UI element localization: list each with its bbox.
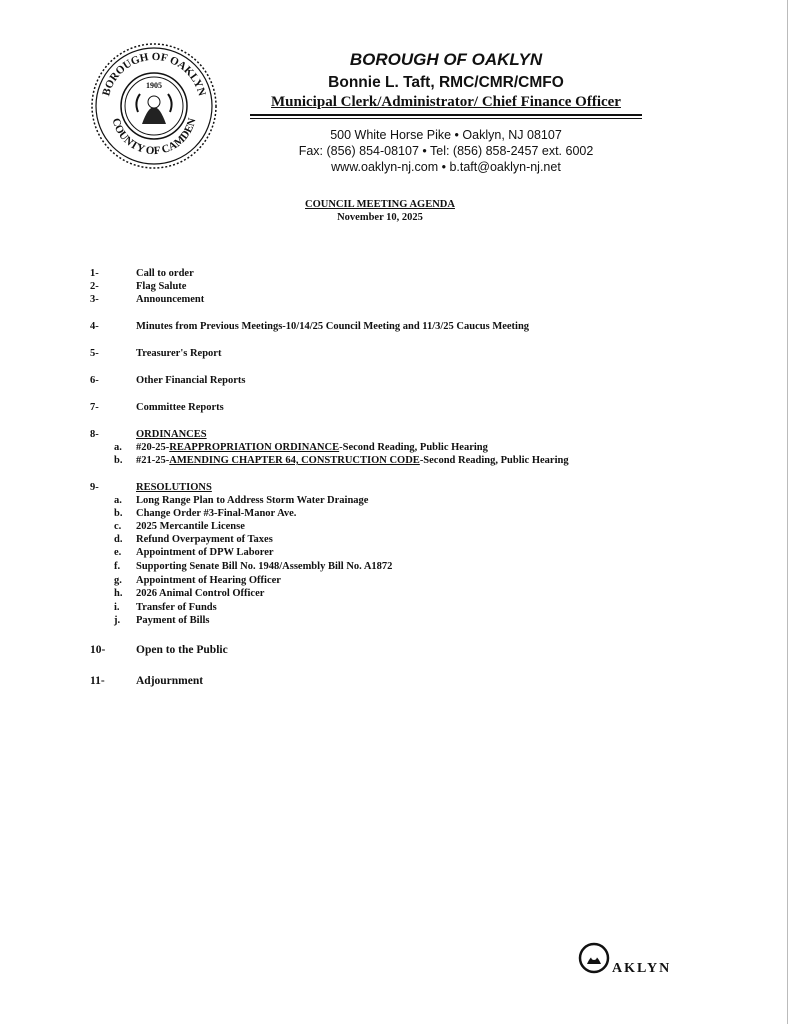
resolution-item: Change Order #3-Final-Manor Ave. bbox=[136, 508, 297, 519]
agenda-item: Treasurer's Report bbox=[136, 348, 222, 359]
resolution-item: Appointment of DPW Laborer bbox=[136, 547, 274, 558]
clerk-role: Municipal Clerk/Administrator/ Chief Finance Officer bbox=[271, 94, 621, 110]
item-number: 7- bbox=[90, 402, 99, 413]
agenda-date: November 10, 2025 bbox=[337, 212, 423, 223]
svg-text:COUNTY OF CAMDEN: COUNTY OF CAMDEN bbox=[109, 116, 199, 158]
agenda-title: COUNCIL MEETING AGENDA bbox=[305, 199, 455, 210]
resolution-item: 2025 Mercantile License bbox=[136, 521, 245, 532]
sub-letter: i. bbox=[114, 602, 120, 613]
web-email: www.oaklyn-nj.com • b.taft@oaklyn-nj.net bbox=[331, 160, 561, 174]
sub-letter: b. bbox=[114, 508, 123, 519]
oaklyn-logo-icon bbox=[578, 942, 610, 974]
svg-text:BOROUGH OF OAKLYN: BOROUGH OF OAKLYN bbox=[100, 50, 208, 98]
phone-fax: Fax: (856) 854-08107 • Tel: (856) 858-2457 ext. 6002 bbox=[298, 144, 594, 158]
ordinance-item: #21-25-AMENDING CHAPTER 64, CONSTRUCTION CODE-Second Reading, Public Hearing bbox=[136, 455, 569, 466]
agenda-item: Adjournment bbox=[136, 675, 204, 687]
sub-letter: b. bbox=[114, 455, 123, 466]
ordinance-item: #20-25-REAPPROPRIATION ORDINANCE-Second Reading, Public Hearing bbox=[136, 442, 488, 453]
sub-letter: g. bbox=[114, 575, 122, 586]
ordinances-heading: ORDINANCES bbox=[136, 429, 207, 440]
item-number: 1- bbox=[90, 268, 99, 279]
resolutions-heading: RESOLUTIONS bbox=[136, 482, 212, 493]
borough-title: BOROUGH OF OAKLYN bbox=[349, 50, 543, 69]
header-rule-thin bbox=[250, 118, 642, 119]
agenda-item: Other Financial Reports bbox=[136, 375, 246, 386]
agenda-item: Committee Reports bbox=[136, 402, 224, 413]
item-number: 6- bbox=[90, 375, 99, 386]
sub-letter: f. bbox=[114, 561, 121, 572]
resolution-item: Appointment of Hearing Officer bbox=[136, 575, 281, 586]
item-number: 8- bbox=[90, 429, 99, 440]
borough-seal-logo bbox=[90, 42, 218, 170]
sub-letter: d. bbox=[114, 534, 123, 545]
resolution-item: Transfer of Funds bbox=[136, 602, 217, 613]
address: 500 White Horse Pike • Oaklyn, NJ 08107 bbox=[330, 128, 562, 142]
sub-letter: h. bbox=[114, 588, 123, 599]
svg-text:1905: 1905 bbox=[146, 81, 162, 90]
sub-letter: a. bbox=[114, 442, 122, 453]
resolution-item: Supporting Senate Bill No. 1948/Assembly Bill No. A1872 bbox=[136, 561, 393, 572]
item-number: 3- bbox=[90, 294, 99, 305]
agenda-item: Minutes from Previous Meetings-10/14/25 Council Meeting and 11/3/25 Caucus Meeting bbox=[136, 321, 530, 332]
resolution-item: Payment of Bills bbox=[136, 615, 210, 626]
item-number: 4- bbox=[90, 321, 99, 332]
sub-letter: a. bbox=[114, 495, 122, 506]
item-number: 11- bbox=[90, 675, 105, 687]
sub-letter: e. bbox=[114, 547, 122, 558]
header-rule bbox=[250, 114, 642, 116]
agenda-item: Flag Salute bbox=[136, 281, 187, 292]
item-number: 2- bbox=[90, 281, 99, 292]
sub-letter: j. bbox=[114, 615, 121, 626]
oaklyn-logo-text: AKLYN bbox=[612, 961, 672, 976]
agenda-item: Call to order bbox=[136, 268, 194, 279]
item-number: 10- bbox=[90, 644, 106, 656]
resolution-item: Long Range Plan to Address Storm Water Drainage bbox=[136, 495, 369, 506]
clerk-name: Bonnie L. Taft, RMC/CMR/CMFO bbox=[328, 74, 564, 91]
sub-letter: c. bbox=[114, 521, 122, 532]
item-number: 9- bbox=[90, 482, 99, 493]
resolution-item: 2026 Animal Control Officer bbox=[136, 588, 265, 599]
item-number: 5- bbox=[90, 348, 99, 359]
resolution-item: Refund Overpayment of Taxes bbox=[136, 534, 273, 545]
agenda-item: Announcement bbox=[136, 294, 205, 305]
agenda-item: Open to the Public bbox=[136, 644, 228, 656]
scan-edge bbox=[787, 0, 788, 1024]
